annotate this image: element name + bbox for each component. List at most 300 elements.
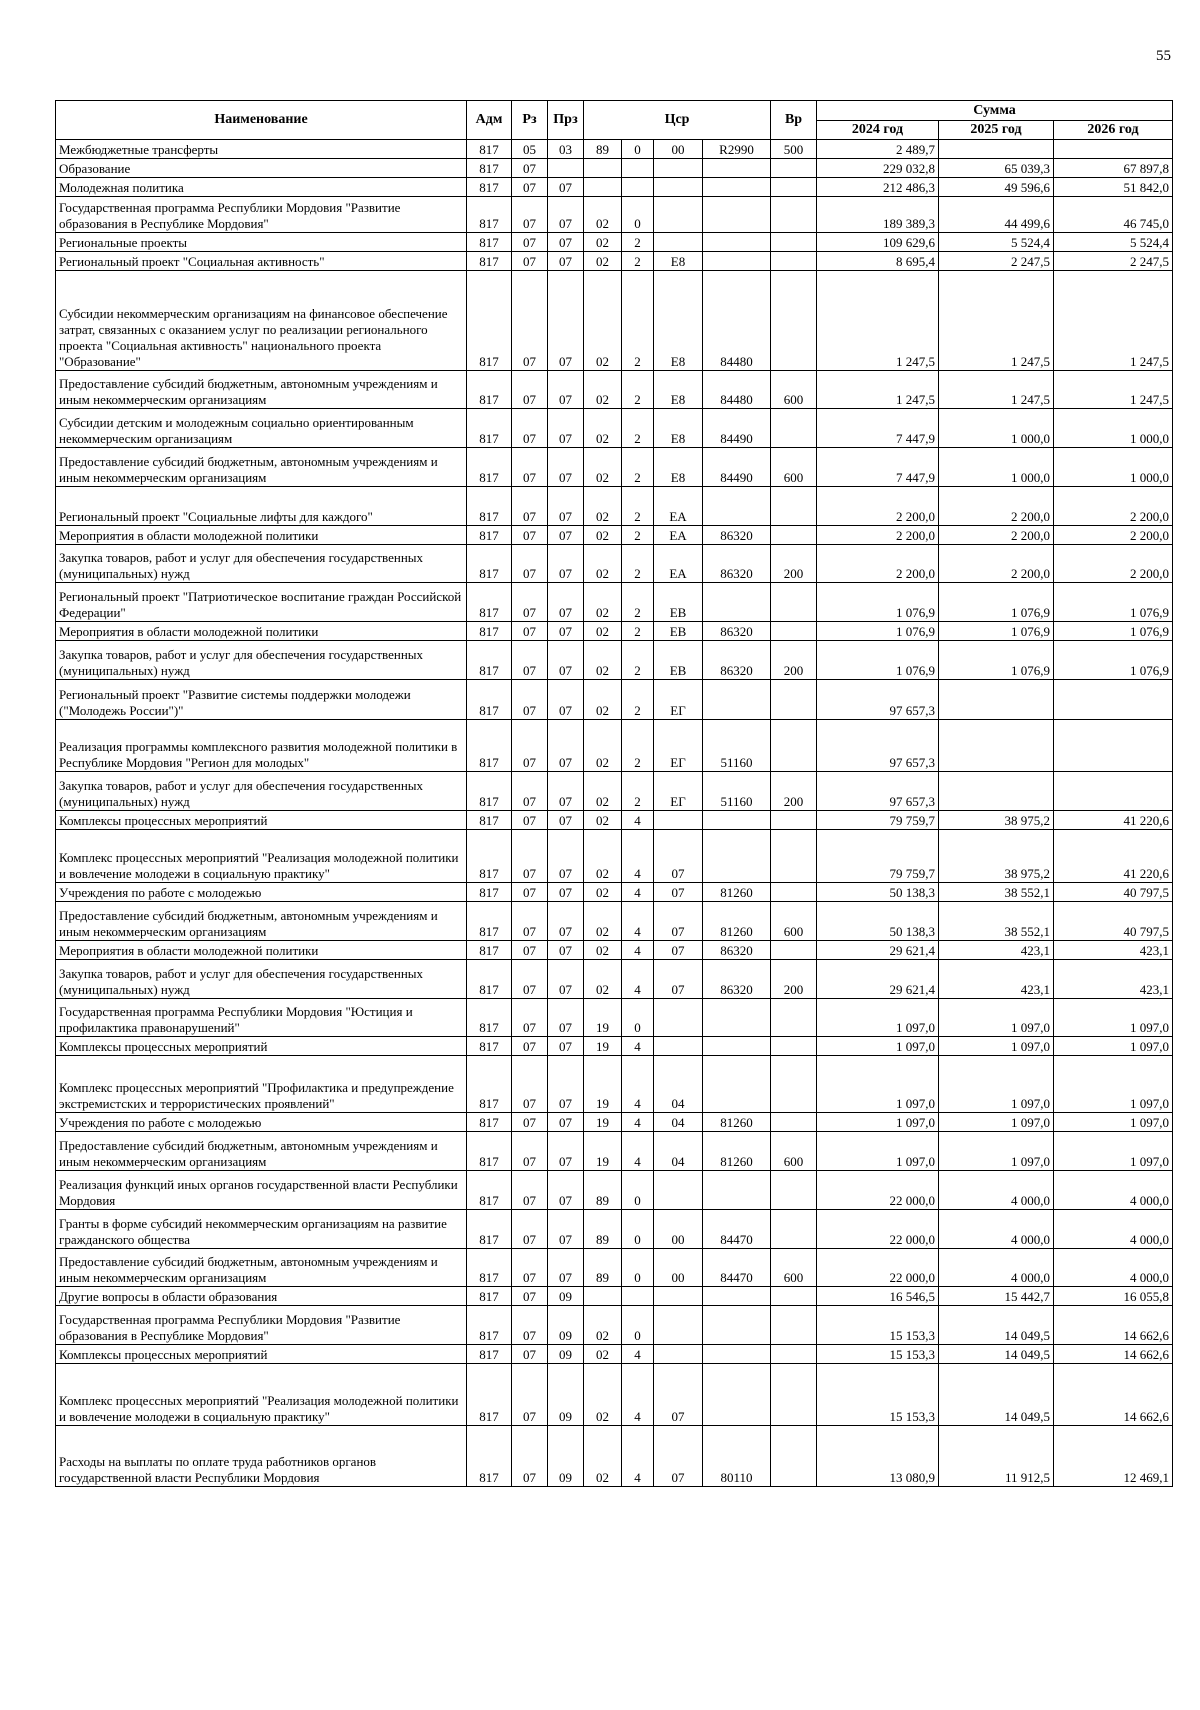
cell-vr: [771, 883, 817, 902]
cell-adm: 817: [467, 772, 512, 811]
cell-csr-group: [654, 1345, 703, 1364]
cell-csr-type: 4: [622, 883, 654, 902]
cell-name: Мероприятия в области молодежной политики: [56, 526, 467, 545]
cell-csr-type: 4: [622, 1113, 654, 1132]
cell-csr-group: [654, 1287, 703, 1306]
cell-sum-2025: 38 975,2: [939, 811, 1054, 830]
cell-name: Государственная программа Республики Мордовия "Развитие образования в Республике Мордовия": [56, 197, 467, 233]
cell-adm: 817: [467, 622, 512, 641]
cell-sum-2024: 15 153,3: [817, 1364, 939, 1426]
header-rz: Рз: [512, 101, 548, 140]
cell-sum-2024: 7 447,9: [817, 448, 939, 487]
cell-csr-group: 07: [654, 941, 703, 960]
cell-prz: 07: [548, 1037, 584, 1056]
cell-vr: [771, 1364, 817, 1426]
cell-vr: 200: [771, 641, 817, 680]
cell-csr-code: 81260: [703, 1132, 771, 1171]
cell-vr: [771, 680, 817, 720]
table-row: [56, 159, 1173, 178]
table-row: [56, 941, 1173, 960]
cell-rz: 07: [512, 941, 548, 960]
cell-csr-code: [703, 252, 771, 271]
cell-vr: [771, 1037, 817, 1056]
cell-vr: 200: [771, 960, 817, 999]
cell-csr-type: 0: [622, 197, 654, 233]
cell-csr-group: 00: [654, 1210, 703, 1249]
table-row: [56, 233, 1173, 252]
cell-name: Молодежная политика: [56, 178, 467, 197]
cell-sum-2025: 14 049,5: [939, 1345, 1054, 1364]
cell-sum-2025: 1 097,0: [939, 1056, 1054, 1113]
cell-rz: 07: [512, 999, 548, 1037]
cell-prz: 09: [548, 1345, 584, 1364]
cell-adm: 817: [467, 1056, 512, 1113]
cell-csr-program: 02: [584, 902, 622, 941]
cell-sum-2024: 22 000,0: [817, 1249, 939, 1287]
cell-sum-2024: 2 489,7: [817, 140, 939, 159]
cell-vr: [771, 252, 817, 271]
table-row: [56, 902, 1173, 941]
cell-vr: [771, 197, 817, 233]
header-2024: 2024 год: [817, 121, 939, 140]
cell-prz: 07: [548, 1113, 584, 1132]
cell-sum-2024: 15 153,3: [817, 1306, 939, 1345]
cell-rz: 07: [512, 448, 548, 487]
table-row: [56, 1171, 1173, 1210]
cell-csr-code: 86320: [703, 622, 771, 641]
cell-csr-code: 86320: [703, 545, 771, 583]
cell-adm: 817: [467, 883, 512, 902]
cell-rz: 07: [512, 526, 548, 545]
cell-rz: 07: [512, 1037, 548, 1056]
cell-name: Реализация функций иных органов государственной власти Республики Мордовия: [56, 1171, 467, 1210]
cell-adm: 817: [467, 941, 512, 960]
cell-csr-program: [584, 159, 622, 178]
cell-sum-2026: 1 000,0: [1054, 448, 1173, 487]
cell-csr-code: [703, 680, 771, 720]
cell-sum-2025: [939, 772, 1054, 811]
cell-sum-2024: 1 097,0: [817, 1056, 939, 1113]
cell-name: Государственная программа Республики Мордовия "Развитие образования в Республике Мордовия": [56, 1306, 467, 1345]
cell-csr-program: [584, 178, 622, 197]
table-row: [56, 622, 1173, 641]
cell-vr: [771, 1306, 817, 1345]
cell-rz: 07: [512, 830, 548, 883]
cell-prz: 07: [548, 487, 584, 526]
table-row: [56, 999, 1173, 1037]
cell-csr-type: 4: [622, 1132, 654, 1171]
cell-sum-2024: 79 759,7: [817, 811, 939, 830]
cell-name: Мероприятия в области молодежной политики: [56, 622, 467, 641]
header-2026: 2026 год: [1054, 121, 1173, 140]
table-body: [56, 140, 1173, 1487]
page-number: 55: [1156, 48, 1171, 64]
cell-name: Закупка товаров, работ и услуг для обеспечения государственных (муниципальных) нужд: [56, 772, 467, 811]
table-row: [56, 883, 1173, 902]
cell-sum-2026: 1 097,0: [1054, 999, 1173, 1037]
cell-csr-code: 84480: [703, 371, 771, 409]
cell-csr-group: [654, 1306, 703, 1345]
cell-prz: 07: [548, 1056, 584, 1113]
cell-csr-code: [703, 830, 771, 883]
cell-sum-2026: 4 000,0: [1054, 1210, 1173, 1249]
cell-sum-2026: 1 247,5: [1054, 371, 1173, 409]
cell-vr: 600: [771, 902, 817, 941]
cell-name: Комплекс процессных мероприятий "Профилактика и предупреждение экстремистских и террористических проявлений": [56, 1056, 467, 1113]
cell-csr-type: 4: [622, 1037, 654, 1056]
cell-name: Предоставление субсидий бюджетным, автономным учреждениям и иным некоммерческим организациям: [56, 371, 467, 409]
cell-name: Реализация программы комплексного развития молодежной политики в Республике Мордовия "Регион для молодых": [56, 720, 467, 772]
cell-csr-type: 2: [622, 233, 654, 252]
table-row: [56, 178, 1173, 197]
cell-csr-code: 51160: [703, 772, 771, 811]
cell-csr-program: 02: [584, 197, 622, 233]
table-row: [56, 1037, 1173, 1056]
cell-name: Предоставление субсидий бюджетным, автономным учреждениям и иным некоммерческим организациям: [56, 448, 467, 487]
cell-vr: 600: [771, 1132, 817, 1171]
cell-csr-group: ЕА: [654, 545, 703, 583]
cell-csr-code: 81260: [703, 902, 771, 941]
cell-sum-2026: 1 097,0: [1054, 1056, 1173, 1113]
cell-csr-code: [703, 1037, 771, 1056]
header-2025: 2025 год: [939, 121, 1054, 140]
cell-sum-2026: 14 662,6: [1054, 1306, 1173, 1345]
cell-csr-code: [703, 583, 771, 622]
cell-sum-2025: 1 000,0: [939, 409, 1054, 448]
cell-sum-2024: 2 200,0: [817, 545, 939, 583]
cell-sum-2024: 22 000,0: [817, 1171, 939, 1210]
cell-sum-2025: 4 000,0: [939, 1210, 1054, 1249]
cell-csr-program: 02: [584, 941, 622, 960]
cell-adm: 817: [467, 233, 512, 252]
cell-sum-2024: 29 621,4: [817, 960, 939, 999]
cell-rz: 07: [512, 178, 548, 197]
cell-name: Региональный проект "Развитие системы поддержки молодежи ("Молодежь России")": [56, 680, 467, 720]
cell-csr-group: Е8: [654, 371, 703, 409]
cell-csr-type: 4: [622, 811, 654, 830]
cell-adm: 817: [467, 252, 512, 271]
cell-csr-code: 84470: [703, 1249, 771, 1287]
cell-prz: 07: [548, 448, 584, 487]
cell-sum-2024: 29 621,4: [817, 941, 939, 960]
cell-adm: 817: [467, 487, 512, 526]
cell-sum-2025: 1 000,0: [939, 448, 1054, 487]
cell-rz: 07: [512, 371, 548, 409]
cell-prz: 07: [548, 960, 584, 999]
cell-sum-2025: 4 000,0: [939, 1249, 1054, 1287]
cell-adm: 817: [467, 1306, 512, 1345]
cell-sum-2026: [1054, 680, 1173, 720]
cell-rz: 07: [512, 680, 548, 720]
cell-csr-type: 0: [622, 140, 654, 159]
cell-sum-2024: 7 447,9: [817, 409, 939, 448]
cell-vr: [771, 1210, 817, 1249]
table-row: [56, 197, 1173, 233]
cell-csr-program: 19: [584, 1056, 622, 1113]
cell-csr-program: 02: [584, 371, 622, 409]
cell-sum-2026: 2 200,0: [1054, 526, 1173, 545]
cell-vr: [771, 830, 817, 883]
cell-rz: 07: [512, 641, 548, 680]
cell-rz: 07: [512, 409, 548, 448]
cell-csr-type: 0: [622, 1171, 654, 1210]
cell-prz: 07: [548, 371, 584, 409]
header-vr: Вр: [771, 101, 817, 140]
cell-adm: 817: [467, 1364, 512, 1426]
cell-name: Мероприятия в области молодежной политики: [56, 941, 467, 960]
cell-sum-2025: 49 596,6: [939, 178, 1054, 197]
cell-rz: 07: [512, 1426, 548, 1487]
table-row: [56, 545, 1173, 583]
cell-adm: 817: [467, 1132, 512, 1171]
cell-sum-2025: 1 076,9: [939, 641, 1054, 680]
cell-prz: 07: [548, 1171, 584, 1210]
cell-sum-2026: 1 097,0: [1054, 1113, 1173, 1132]
cell-sum-2024: 79 759,7: [817, 830, 939, 883]
cell-sum-2025: 4 000,0: [939, 1171, 1054, 1210]
cell-csr-program: 02: [584, 409, 622, 448]
cell-csr-type: [622, 159, 654, 178]
cell-csr-program: 02: [584, 1345, 622, 1364]
cell-sum-2025: 38 552,1: [939, 902, 1054, 941]
cell-csr-program: 02: [584, 772, 622, 811]
cell-vr: [771, 811, 817, 830]
cell-csr-program: 02: [584, 487, 622, 526]
cell-sum-2024: 22 000,0: [817, 1210, 939, 1249]
cell-rz: 07: [512, 583, 548, 622]
cell-prz: 09: [548, 1287, 584, 1306]
cell-prz: 07: [548, 526, 584, 545]
cell-adm: 817: [467, 371, 512, 409]
cell-sum-2024: 1 076,9: [817, 583, 939, 622]
cell-csr-program: 02: [584, 883, 622, 902]
cell-csr-program: 02: [584, 1364, 622, 1426]
cell-csr-type: 2: [622, 526, 654, 545]
cell-rz: 07: [512, 197, 548, 233]
cell-csr-group: ЕГ: [654, 720, 703, 772]
cell-rz: 07: [512, 1113, 548, 1132]
cell-sum-2024: 1 247,5: [817, 371, 939, 409]
cell-csr-type: 2: [622, 448, 654, 487]
table-row: [56, 1306, 1173, 1345]
cell-csr-type: 4: [622, 1345, 654, 1364]
cell-adm: 817: [467, 1249, 512, 1287]
cell-sum-2024: 16 546,5: [817, 1287, 939, 1306]
cell-sum-2024: 109 629,6: [817, 233, 939, 252]
cell-prz: 07: [548, 941, 584, 960]
cell-prz: 09: [548, 1364, 584, 1426]
cell-sum-2024: 50 138,3: [817, 883, 939, 902]
cell-csr-group: [654, 159, 703, 178]
cell-adm: 817: [467, 811, 512, 830]
cell-sum-2026: 2 200,0: [1054, 487, 1173, 526]
cell-csr-type: 0: [622, 1210, 654, 1249]
cell-prz: 07: [548, 178, 584, 197]
cell-sum-2025: 1 097,0: [939, 1113, 1054, 1132]
cell-csr-type: 2: [622, 252, 654, 271]
cell-csr-group: 04: [654, 1132, 703, 1171]
cell-rz: 07: [512, 1345, 548, 1364]
cell-sum-2024: 212 486,3: [817, 178, 939, 197]
cell-vr: 600: [771, 448, 817, 487]
cell-csr-group: [654, 1171, 703, 1210]
cell-csr-type: 2: [622, 622, 654, 641]
cell-sum-2024: 97 657,3: [817, 720, 939, 772]
cell-adm: 817: [467, 409, 512, 448]
cell-name: Закупка товаров, работ и услуг для обеспечения государственных (муниципальных) нужд: [56, 641, 467, 680]
cell-csr-program: 02: [584, 1306, 622, 1345]
cell-csr-program: 89: [584, 140, 622, 159]
cell-csr-program: 19: [584, 1037, 622, 1056]
cell-csr-program: 02: [584, 830, 622, 883]
cell-sum-2026: 1 076,9: [1054, 583, 1173, 622]
cell-csr-code: R2990: [703, 140, 771, 159]
cell-csr-group: [654, 197, 703, 233]
cell-csr-program: 02: [584, 545, 622, 583]
cell-csr-code: [703, 1171, 771, 1210]
cell-sum-2026: 2 200,0: [1054, 545, 1173, 583]
cell-csr-code: 86320: [703, 960, 771, 999]
table-row: [56, 1426, 1173, 1487]
cell-csr-type: 0: [622, 999, 654, 1037]
cell-csr-group: [654, 178, 703, 197]
cell-sum-2024: 97 657,3: [817, 772, 939, 811]
cell-adm: 817: [467, 178, 512, 197]
cell-vr: [771, 1113, 817, 1132]
cell-prz: 09: [548, 1426, 584, 1487]
table-row: [56, 680, 1173, 720]
table-row: [56, 720, 1173, 772]
cell-csr-type: 4: [622, 830, 654, 883]
cell-name: Комплексы процессных мероприятий: [56, 811, 467, 830]
cell-csr-group: 04: [654, 1113, 703, 1132]
cell-sum-2025: 2 200,0: [939, 487, 1054, 526]
header-sum: Сумма: [817, 101, 1173, 121]
cell-csr-type: 2: [622, 583, 654, 622]
cell-csr-group: Е8: [654, 252, 703, 271]
cell-csr-program: 02: [584, 252, 622, 271]
cell-csr-program: 02: [584, 271, 622, 371]
cell-vr: [771, 622, 817, 641]
cell-csr-code: [703, 1345, 771, 1364]
cell-sum-2024: 1 247,5: [817, 271, 939, 371]
cell-vr: [771, 526, 817, 545]
cell-name: Другие вопросы в области образования: [56, 1287, 467, 1306]
cell-sum-2026: 14 662,6: [1054, 1364, 1173, 1426]
cell-name: Региональный проект "Социальная активность": [56, 252, 467, 271]
cell-csr-type: 2: [622, 371, 654, 409]
cell-sum-2025: 44 499,6: [939, 197, 1054, 233]
cell-vr: [771, 1171, 817, 1210]
cell-adm: 817: [467, 140, 512, 159]
cell-prz: 07: [548, 233, 584, 252]
cell-csr-group: 07: [654, 1426, 703, 1487]
cell-csr-group: [654, 811, 703, 830]
table-row: [56, 772, 1173, 811]
cell-csr-code: [703, 1306, 771, 1345]
cell-csr-group: 07: [654, 960, 703, 999]
cell-prz: 07: [548, 1210, 584, 1249]
cell-name: Расходы на выплаты по оплате труда работников органов государственной власти Республики Мордовия: [56, 1426, 467, 1487]
budget-table: [55, 100, 1173, 1487]
cell-rz: 07: [512, 720, 548, 772]
cell-csr-program: 02: [584, 1426, 622, 1487]
header-name: Наименование: [56, 101, 467, 140]
cell-sum-2024: 1 097,0: [817, 1132, 939, 1171]
cell-sum-2025: 11 912,5: [939, 1426, 1054, 1487]
header-prz: Прз: [548, 101, 584, 140]
cell-csr-program: 19: [584, 999, 622, 1037]
table-row: [56, 1345, 1173, 1364]
cell-name: Региональные проекты: [56, 233, 467, 252]
table-row: [56, 583, 1173, 622]
cell-prz: 03: [548, 140, 584, 159]
cell-sum-2025: 65 039,3: [939, 159, 1054, 178]
cell-sum-2026: 5 524,4: [1054, 233, 1173, 252]
cell-csr-code: [703, 197, 771, 233]
cell-rz: 07: [512, 1249, 548, 1287]
cell-vr: [771, 409, 817, 448]
cell-rz: 07: [512, 159, 548, 178]
cell-sum-2026: 4 000,0: [1054, 1249, 1173, 1287]
cell-sum-2025: 14 049,5: [939, 1306, 1054, 1345]
cell-sum-2024: 1 097,0: [817, 999, 939, 1037]
cell-csr-program: 02: [584, 960, 622, 999]
cell-adm: 817: [467, 545, 512, 583]
cell-csr-type: [622, 178, 654, 197]
table-row: [56, 140, 1173, 159]
cell-sum-2024: 97 657,3: [817, 680, 939, 720]
cell-csr-code: [703, 487, 771, 526]
cell-prz: 07: [548, 271, 584, 371]
cell-sum-2026: 2 247,5: [1054, 252, 1173, 271]
cell-adm: 817: [467, 1113, 512, 1132]
table-row: [56, 830, 1173, 883]
table-row: [56, 371, 1173, 409]
cell-vr: 600: [771, 1249, 817, 1287]
cell-csr-program: 02: [584, 448, 622, 487]
cell-prz: 07: [548, 883, 584, 902]
table-row: [56, 271, 1173, 371]
cell-rz: 07: [512, 1364, 548, 1426]
cell-sum-2026: 41 220,6: [1054, 811, 1173, 830]
cell-sum-2025: 1 076,9: [939, 622, 1054, 641]
cell-rz: 07: [512, 902, 548, 941]
cell-name: Предоставление субсидий бюджетным, автономным учреждениям и иным некоммерческим организациям: [56, 1132, 467, 1171]
cell-prz: 07: [548, 409, 584, 448]
cell-csr-type: 2: [622, 545, 654, 583]
cell-csr-group: [654, 999, 703, 1037]
cell-name: Региональный проект "Социальные лифты для каждого": [56, 487, 467, 526]
cell-csr-type: 4: [622, 902, 654, 941]
cell-prz: 07: [548, 811, 584, 830]
table-row: [56, 487, 1173, 526]
cell-name: Региональный проект "Патриотическое воспитание граждан Российской Федерации": [56, 583, 467, 622]
cell-prz: 07: [548, 1249, 584, 1287]
cell-adm: 817: [467, 960, 512, 999]
cell-csr-program: 02: [584, 811, 622, 830]
cell-prz: 07: [548, 1132, 584, 1171]
cell-csr-group: ЕВ: [654, 622, 703, 641]
cell-sum-2025: [939, 140, 1054, 159]
cell-csr-type: 2: [622, 720, 654, 772]
cell-csr-type: 4: [622, 941, 654, 960]
cell-rz: 07: [512, 252, 548, 271]
table-row: [56, 252, 1173, 271]
cell-csr-type: 2: [622, 641, 654, 680]
cell-sum-2024: 2 200,0: [817, 526, 939, 545]
cell-sum-2025: 2 200,0: [939, 545, 1054, 583]
